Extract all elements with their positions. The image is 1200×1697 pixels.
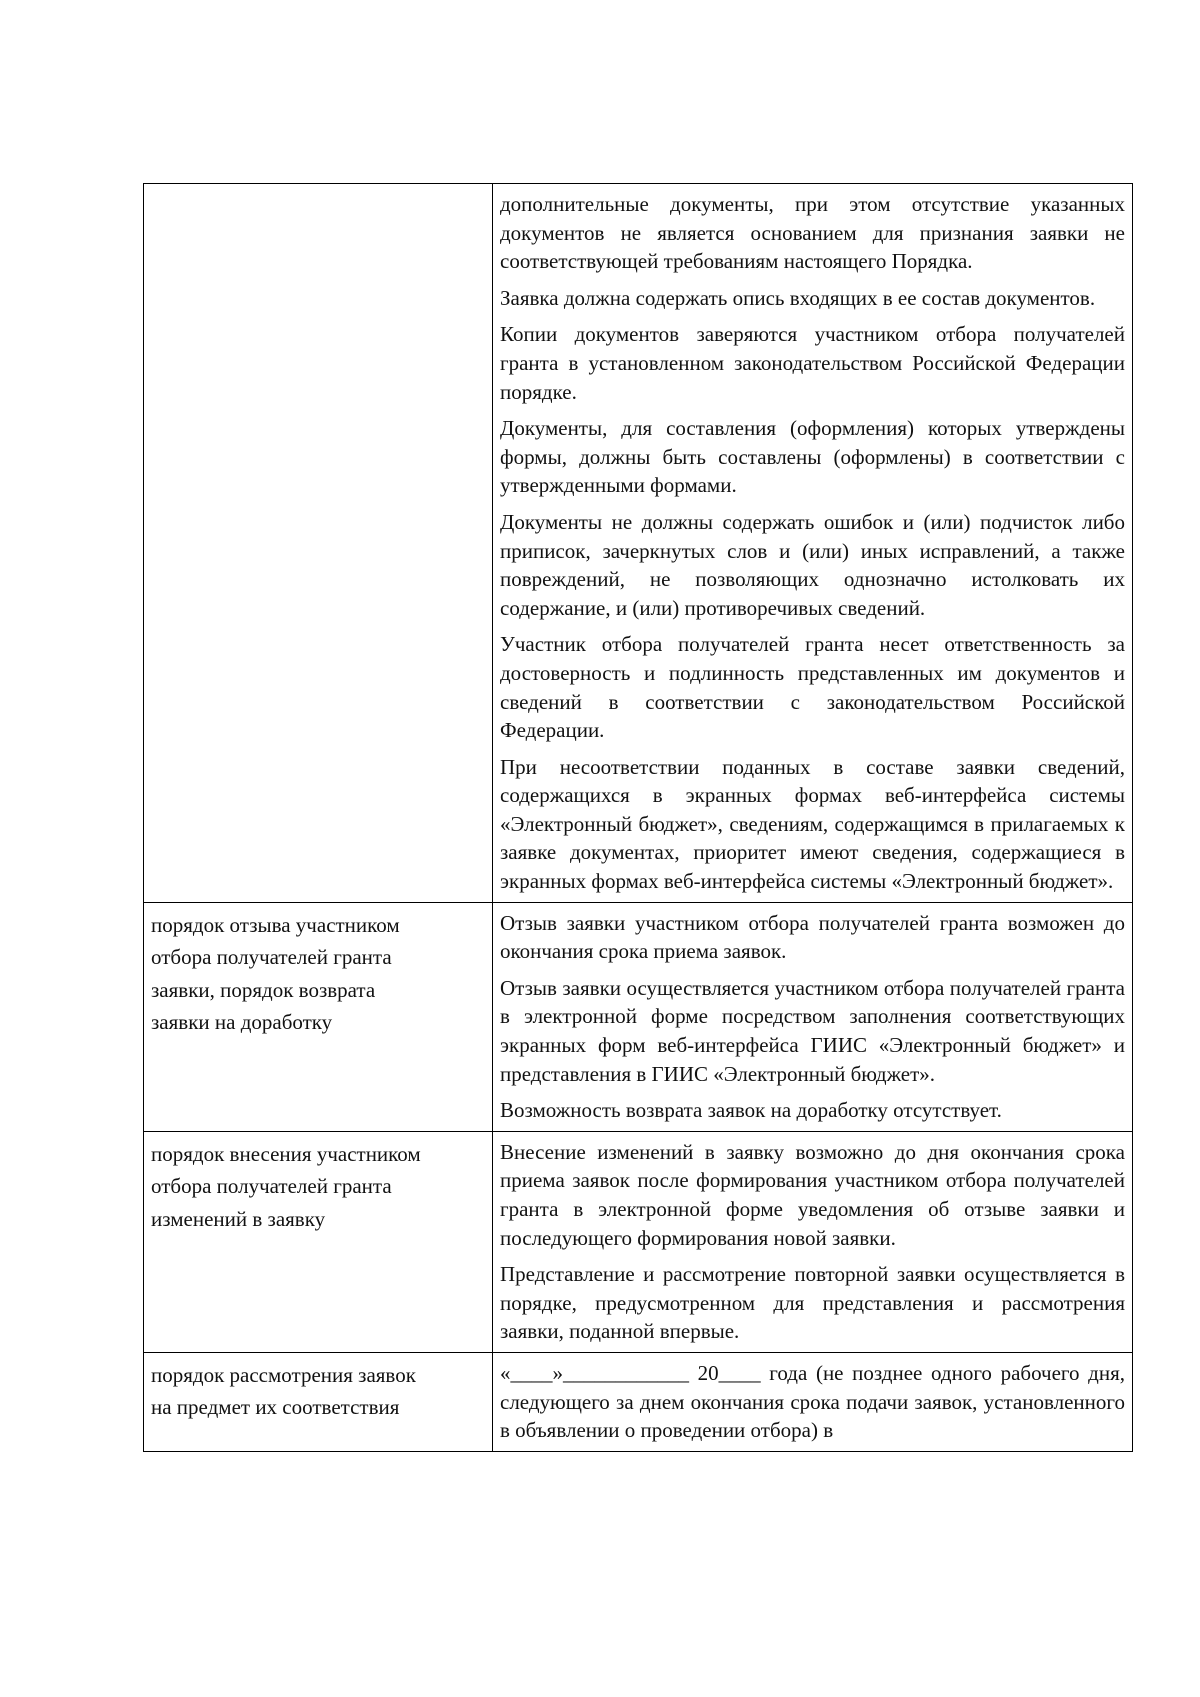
paragraph: Документы не должны содержать ошибок и (или) подчисток либо приписок, зачеркнутых слов и (или) иных исправлений, а также повреждений, не позволяющих однозначно истолковать их содержание, и (или) противоречивых сведений. (500, 509, 1125, 620)
row-label: порядок отзыва участником отбора получателей гранта заявки, порядок возврата заявки на доработку (151, 912, 400, 1035)
table-row (144, 902, 1133, 1131)
paragraph: Возможность возврата заявок на доработку отсутствует. (500, 1098, 1002, 1123)
paragraph: Отзыв заявки участником отбора получателей гранта возможен до окончания срока приема заявок. (500, 910, 1125, 964)
paragraph: дополнительные документы, при этом отсутствие указанных документов не является основанием для признания заявки не соответствующей требованиям настоящего Порядка. (500, 192, 1125, 274)
row-label-cell (144, 902, 493, 1131)
row-label: порядок внесения участником отбора получателей гранта изменений в заявку (151, 1141, 421, 1231)
table-row (144, 1352, 1133, 1451)
paragraph: Представление и рассмотрение повторной заявки осуществляется в порядке, предусмотренном для представления и рассмотрения заявки, поданной впервые. (500, 1262, 1125, 1344)
paragraph: Внесение изменений в заявку возможно до дня окончания срока приема заявок после формирования участником отбора получателей гранта в электронной форме уведомления об отзыве заявки и последующего формирования новой заявки. (500, 1139, 1125, 1250)
row-label-cell (144, 184, 493, 903)
row-label-cell (144, 1131, 493, 1352)
table-row (144, 184, 1133, 903)
paragraph: «____»____________ 20____ года (не позднее одного рабочего дня, следующего за днем окончания срока подачи заявок, установленного в объявлении о проведении отбора) в (500, 1360, 1125, 1443)
row-content-cell (493, 184, 1133, 903)
row-content-cell (493, 1352, 1133, 1451)
row-label: порядок рассмотрения заявок на предмет их соответствия (151, 1362, 416, 1420)
paragraph: Участник отбора получателей гранта несет ответственность за достоверность и подлинность представленных им документов и сведений в соответствии с законодательством Российской Федерации. (500, 632, 1125, 743)
row-content-cell (493, 902, 1133, 1131)
paragraph: При несоответствии поданных в составе заявки сведений, содержащихся в экранных формах веб-интерфейса системы «Электронный бюджет», сведениям, содержащимся в прилагаемых к заявке документах, приоритет имеют сведения, содержащиеся в экранных формах веб-интерфейса системы «Электронный бюджет». (500, 754, 1125, 894)
row-label-cell (144, 1352, 493, 1451)
table-row (144, 1131, 1133, 1352)
paragraph: Заявка должна содержать опись входящих в ее состав документов. (500, 285, 1096, 310)
requirements-table (143, 183, 1133, 1452)
paragraph: Документы, для составления (оформления) которых утверждены формы, должны быть составлены (оформлены) в соответствии с утвержденными формами. (500, 416, 1125, 498)
paragraph: Отзыв заявки осуществляется участником отбора получателей гранта в электронной форме посредством заполнения соответствующих экранных форм веб-интерфейса ГИИС «Электронный бюджет» и представления в ГИИС «Электронный бюджет». (500, 975, 1125, 1086)
paragraph: Копии документов заверяются участником отбора получателей гранта в установленном законодательством Российской Федерации порядке. (500, 322, 1125, 404)
row-content-cell (493, 1131, 1133, 1352)
